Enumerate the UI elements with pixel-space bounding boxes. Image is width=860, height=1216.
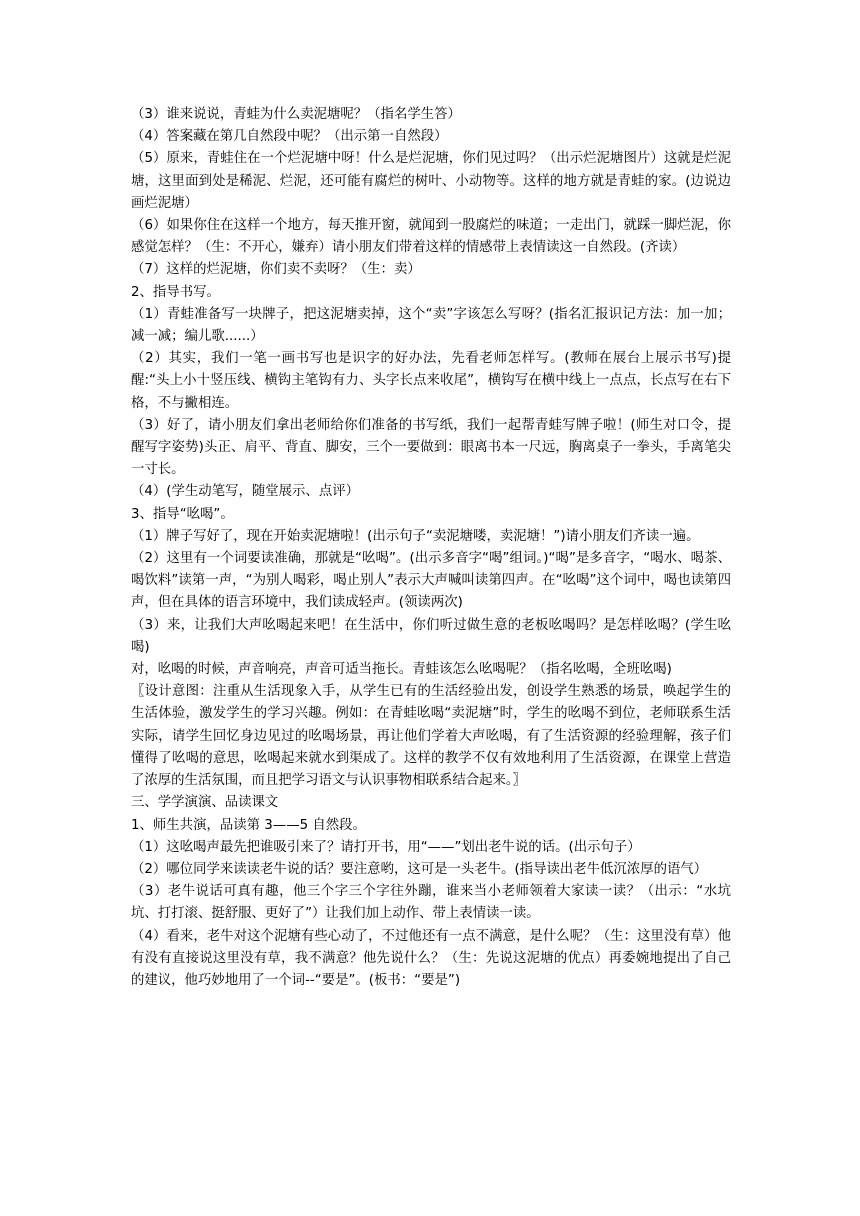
paragraph: （3）来，让我们大声吆喝起来吧！在生活中，你们听过做生意的老板吆喝吗？是怎样吆喝？(学生吆喝) <box>131 617 731 655</box>
paragraph: （5）原来，青蛙住在一个烂泥塘中呀！什么是烂泥塘，你们见过吗？（出示烂泥塘图片）这就是烂泥塘，这里面到处是稀泥、烂泥，还可能有腐烂的树叶、小动物等。这样的地方就是青蛙的家。(边说边画烂泥塘） <box>131 151 731 211</box>
paragraph: （1）这吆喝声最先把谁吸引来了？请打开书，用“——”划出老牛说的话。(出示句子） <box>131 839 641 855</box>
paragraph: （1）青蛙准备写一块牌子，把这泥塘卖掉，这个“卖”字该怎么写呀？(指名汇报识记方法：加一加；减一减；编儿歌......） <box>131 306 731 345</box>
paragraph: （2）哪位同学来读读老牛说的话？要注意哟，这可是一头老牛。(指导读出老牛低沉浓厚的语气） <box>131 861 708 877</box>
paragraph: （2）其实，我们一笔一画书写也是识字的好办法，先看老师怎样写。(教师在展台上展示书写)提醒:“头上小十竖压线、横钩主笔钩有力、头字长点来收尾”，横钩写在横中线上一点点，长点写在右下格，不与撇相连。 <box>131 351 731 411</box>
paragraph: （7）这样的烂泥塘，你们卖不卖呀？（生：卖） <box>131 262 421 278</box>
paragraph: （3）好了，请小朋友们拿出老师给你们准备的书写纸，我们一起帮青蛙写牌子啦！(师生对口令，提醒写字姿势)头正、肩平、背直、脚安，三个一要做到：眼离书本一尺远，胸离桌子一拳头，手离笔尖一寸长。 <box>131 417 731 478</box>
section-heading: 2、指导书写。 <box>131 284 220 300</box>
paragraph: （4）(学生动笔写，随堂展示、点评） <box>131 484 359 500</box>
paragraph: （4）答案藏在第几自然段中呢？（出示第一自然段） <box>131 129 448 145</box>
lesson-plan-text <box>131 104 731 992</box>
section-heading: 三、学学演演、品读课文 <box>131 795 279 811</box>
paragraph: （1）牌子写好了，现在开始卖泥塘啦！(出示句子“卖泥塘喽，卖泥塘！”)请小朋友们齐读一遍。 <box>131 528 700 544</box>
paragraph: （3）谁来说说，青蛙为什么卖泥塘呢？（指名学生答） <box>131 107 461 122</box>
design-intent-note: 〖设计意图：注重从生活现象入手，从学生已有的生活经验出发，创设学生熟悉的场景，唤起学生的生活体验，激发学生的学习兴趣。例如：在青蛙吆喝“卖泥塘”时，学生的吆喝不到位，老师联系生活实际，请学生回忆身边见过的吆喝场景，再让他们学着大声吆喝，有了生活资源的经验理解，孩子们懂得了吆喝的意思，吆喝起来就水到渠成了。这样的教学不仅有效地利用了生活资源，在课堂上营造了浓厚的生活氛围，而且把学习语文与认识事物相联系结合起来。〗 <box>131 684 731 789</box>
subsection-heading: 1、师生共演，品读第 3——5 自然段。 <box>131 817 366 833</box>
paragraph: 对，吆喝的时候，声音响亮，声音可适当拖长。青蛙该怎么吆喝呢？（指名吆喝，全班吆喝) <box>131 662 672 678</box>
paragraph: （6）如果你住在这样一个地方，每天推开窗，就闻到一股腐烂的味道；一走出门，就踩一脚烂泥，你感觉怎样？（生：不开心，嫌弃）请小朋友们带着这样的情感带上表情读这一自然段。(齐读） <box>131 218 731 256</box>
section-heading: 3、指导“吆喝”。 <box>131 506 234 522</box>
paragraph: （4）看来，老牛对这个泥塘有些心动了，不过他还有一点不满意，是什么呢？（生：这里没有草）他有没有直接说这里没有草，我不满意？他先说什么？（生：先说这泥塘的优点）再委婉地提出了自己的建议，他巧妙地用了一个词--“要是”。(板书：“要是”) <box>131 928 731 988</box>
paragraph: （2）这里有一个词要读准确，那就是“吆喝”。(出示多音字“喝”组词。)“喝”是多音字，“喝水、喝茶、喝饮料”读第一声，“为别人喝彩，喝止别人”表示大声喊叫读第四声。在“吆喝”这个词中，喝也读第四声，但在具体的语言环境中，我们读成轻声。(领读两次) <box>131 551 731 611</box>
paragraph: （3）老牛说话可真有趣，他三个字三个字往外蹦，谁来当小老师领着大家读一读？（出示：“水坑坑、打打滚、挺舒服、更好了”）让我们加上动作、带上表情读一读。 <box>131 884 731 922</box>
